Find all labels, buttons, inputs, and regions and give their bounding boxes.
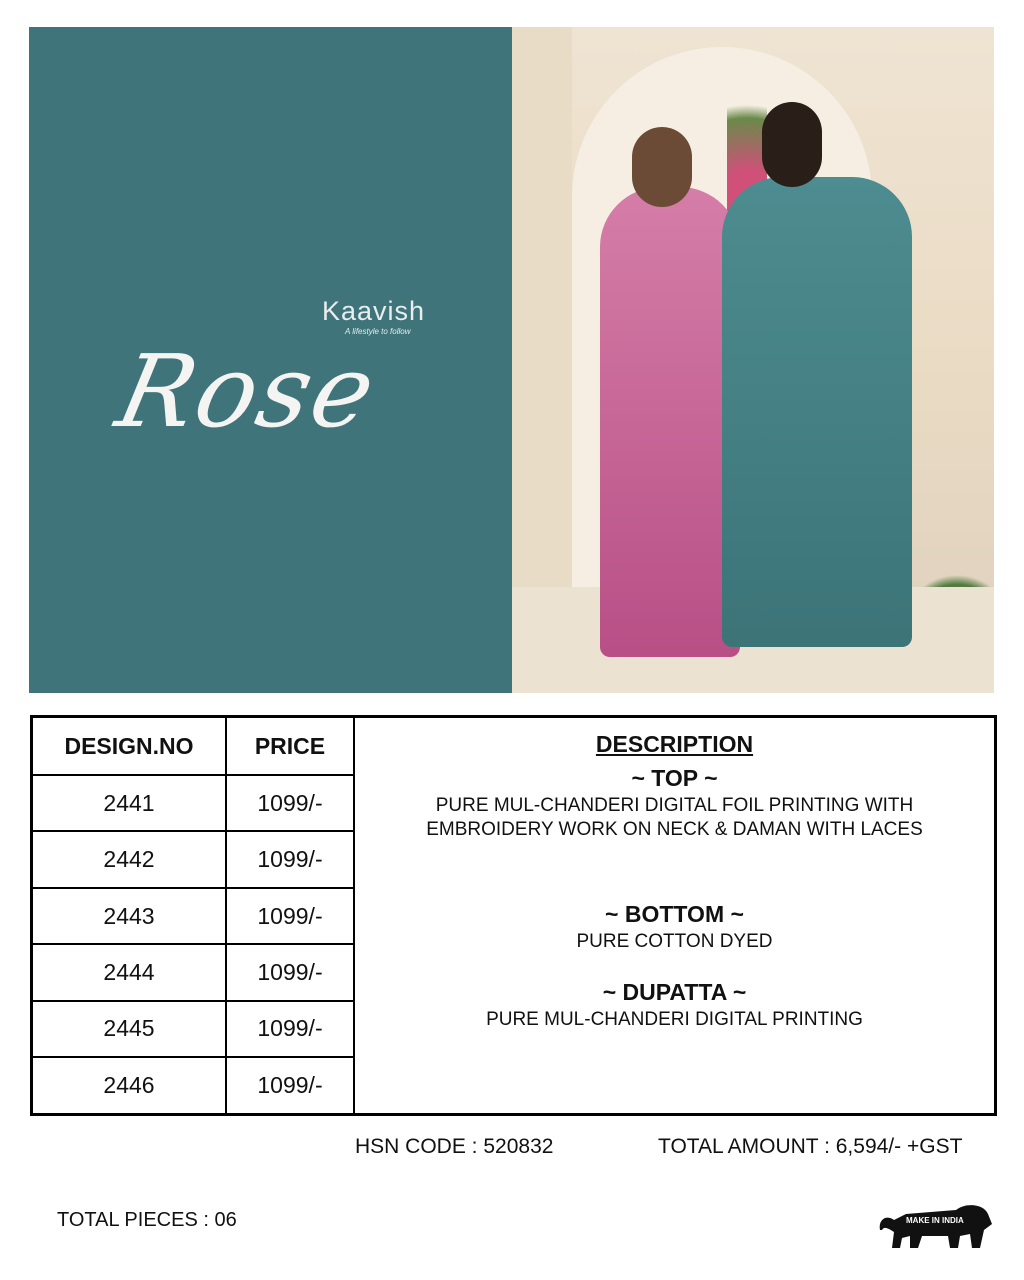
header-price: PRICE <box>226 717 354 776</box>
design-no: 2444 <box>32 944 227 1000</box>
design-no: 2442 <box>32 831 227 887</box>
price: 1099/- <box>226 775 354 831</box>
brand-tagline: A lifestyle to follow <box>345 327 411 336</box>
price: 1099/- <box>226 888 354 944</box>
make-in-india-lion-icon <box>876 1200 994 1252</box>
hsn-code: HSN CODE : 520832 <box>355 1135 554 1158</box>
dupatta-text: PURE MUL-CHANDERI DIGITAL PRINTING <box>486 1009 863 1030</box>
price: 1099/- <box>226 944 354 1000</box>
header-description: DESCRIPTION <box>595 731 754 757</box>
make-in-india-label: MAKE IN INDIA <box>906 1216 964 1225</box>
price: 1099/- <box>226 831 354 887</box>
top-line1: PURE MUL-CHANDERI DIGITAL FOIL PRINTING WITH <box>435 795 914 816</box>
design-no: 2441 <box>32 775 227 831</box>
bottom-text: PURE COTTON DYED <box>576 931 773 952</box>
total-pieces: TOTAL PIECES : 06 <box>57 1209 237 1231</box>
dupatta-title: ~ DUPATTA ~ <box>602 979 747 1005</box>
top-title: ~ TOP ~ <box>631 765 718 791</box>
product-photo <box>512 27 994 693</box>
total-amount: TOTAL AMOUNT : 6,594/- +GST <box>658 1135 963 1158</box>
price: 1099/- <box>226 1001 354 1057</box>
bottom-title: ~ BOTTOM ~ <box>605 901 744 927</box>
header-design: DESIGN.NO <box>32 717 227 776</box>
design-price-table <box>30 715 997 1116</box>
design-no: 2446 <box>32 1057 227 1114</box>
design-no: 2443 <box>32 888 227 944</box>
top-line2: EMBROIDERY WORK ON NECK & DAMAN WITH LACES <box>426 819 923 840</box>
description-cell <box>354 717 996 1115</box>
price: 1099/- <box>226 1057 354 1114</box>
design-no: 2445 <box>32 1001 227 1057</box>
model-teal <box>722 177 912 647</box>
brand-logo: Kaavish <box>322 296 426 326</box>
collection-title: Rose <box>107 333 387 450</box>
model-pink <box>600 187 740 657</box>
